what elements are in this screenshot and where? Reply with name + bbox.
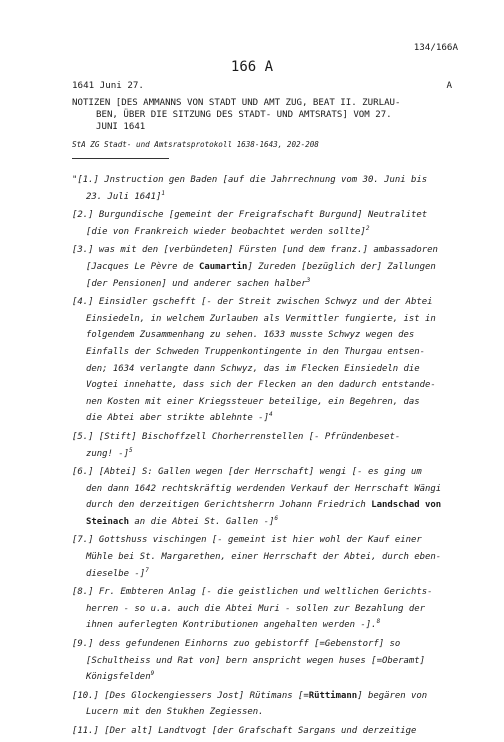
text-span: dieselbe -] (86, 568, 146, 579)
text-line: [8.] Fr. Embteren Anlag [- die geistlichen und weltlichen Gerichts- (72, 587, 433, 598)
page-reference: 134/166A (413, 42, 458, 53)
entry-11 (72, 723, 452, 740)
entry-4 (72, 294, 452, 427)
text-span: ] Zureden [bezüglich der] Zallungen (247, 261, 436, 272)
entry-9 (72, 636, 452, 686)
text-line: "[1.] Jnstruction gen Baden [auf die Jahrrechnung vom 30. Juni bis (72, 175, 428, 185)
text-line: Einfalls der Schweden Truppenkontingente in den Thurgau entsen- (86, 346, 425, 357)
entry-2 (72, 207, 452, 240)
text-line (72, 669, 452, 686)
footnote-marker: 3 (306, 276, 311, 284)
entry-7 (72, 532, 452, 582)
text-line (72, 514, 452, 531)
text-span: [10.] [Des Glockengiessers Jost] Rütimans [= (72, 690, 309, 701)
text-line: [5.] [Stift] Bischoffzell Chorherrenstellen [- Pfründenbeset- (72, 431, 401, 442)
text-line (72, 497, 452, 514)
document-number: 166 A (230, 59, 274, 75)
text-line (72, 276, 452, 293)
text-line: Lucern mit den Stukhen Zegiessen. (86, 707, 264, 718)
text-line (72, 224, 452, 241)
text-line: Mühle bei St. Margarethen, einer Herrschaft der Abtei, durch eben- (86, 552, 442, 563)
date-line (72, 80, 452, 91)
text-span: durch den derzeitigen Gerichtsherrn Johann Friedrich (86, 500, 372, 511)
entry-1 (72, 172, 452, 205)
text-line: den dann 1642 rechtskräftig werdenden Verkauf der Herrschaft Wängi (86, 483, 442, 494)
date-marker: A (446, 80, 452, 91)
footnote-marker: 1 (161, 189, 165, 197)
entry-6 (72, 464, 452, 530)
text-line (72, 688, 452, 705)
text-line: den; 1634 verlangte dann Schwyz, das im Flecken Einsiedeln die (86, 363, 420, 374)
footnote-marker: 8 (376, 618, 381, 626)
text-line: [11.] [Der alt] Landtvogt [der Grafschaft Sargans und derzeitige (72, 726, 417, 736)
entry-10 (72, 688, 452, 721)
text-span: zung! -] (86, 448, 130, 459)
footnote-marker: 2 (365, 224, 370, 232)
text-line: Vogtei innehatte, dass sich der Flecken an den dadurch entstande- (86, 380, 436, 391)
text-line: [6.] [Abtei] S: Gallen wegen [der Herrschaft] wengi [- es ging um (72, 467, 422, 478)
text-span: [Jacques Le Pèvre de (86, 261, 199, 272)
person-name: Steinach (86, 516, 130, 527)
text-span: an die Abtei St. Gallen -] (129, 516, 275, 527)
text-line: herren - so u.a. auch die Abtei Muri - sollen zur Bezahlung der (86, 603, 425, 614)
person-name: Caumartin (199, 261, 248, 272)
text-span: ihnen auferlegten Kontributionen angehalten werden -]. (86, 620, 377, 631)
text-line: nen Kosten mit einer Kriegssteuer beteilige, ein Begehren, das (86, 396, 420, 407)
text-line (72, 189, 452, 206)
footnote-marker: 7 (145, 566, 149, 574)
text-line: [3.] was mit den [verbündeten] Fürsten [und dem franz.] ambassadoren (72, 245, 438, 256)
text-span: ] begären von (357, 690, 428, 701)
document-title (72, 97, 450, 134)
text-line: [9.] dess gefundenen Einhorns zuo gebistorff [=Gebenstorf] so (72, 639, 401, 650)
person-name: Landschad von (371, 500, 442, 511)
text-line: folgendem Zusammenhang zu sehen. 1633 musste Schwyz wegen des (86, 330, 415, 341)
text-line (72, 566, 452, 583)
text-line (72, 617, 452, 634)
text-line: [2.] Burgundische [gemeint der Freigrafschaft Burgund] Neutralitet (72, 210, 428, 221)
title-line: JUNI 1641 (96, 122, 146, 133)
text-span: die Abtei aber strikte ablehnte -] (86, 413, 269, 424)
document-body (72, 172, 452, 742)
text-span: [der Pensionen] und anderer sachen halber (86, 278, 307, 289)
title-line: BEN, ÜBER DIE SITZUNG DES STADT- UND AMTSRATS] VOM 27. (96, 110, 392, 121)
text-line: [4.] Einsidler gschefft [- der Streit zwischen Schwyz und der Abtei (72, 297, 433, 308)
footnote-marker: 5 (129, 446, 133, 454)
divider (72, 158, 169, 159)
text-span: [die von Frankreich wieder beobachtet werden sollte] (86, 226, 366, 237)
source-citation: StA ZG Stadt- und Amtsratsprotokoll 1638-1643, 202-208 (72, 140, 319, 149)
text-line: Einsiedeln, in welchem Zurlauben als Vermittler fungierte, ist in (86, 313, 436, 324)
text-span: 23. Juli 1641] (86, 191, 162, 202)
entry-5 (72, 429, 452, 462)
entry-3 (72, 242, 452, 292)
text-line (72, 446, 452, 463)
document-date: 1641 Juni 27. (72, 80, 144, 91)
text-line: [Schultheiss und Rat von] bern anspricht wegen huses [=Oberamt] (86, 655, 425, 666)
title-line: NOTIZEN [DES AMMANNS VON STADT UND AMT ZUG, BEAT II. ZURLAU- (72, 98, 401, 108)
text-span: Königsfelden (86, 672, 151, 683)
text-line: [7.] Gottshuss vischingen [- gemeint ist hier wohl der Kauf einer (72, 535, 422, 546)
footnote-marker: 4 (268, 411, 273, 419)
footnote-marker: 6 (274, 514, 278, 522)
person-name: Rüttimann (308, 690, 358, 701)
footnote-marker: 9 (150, 670, 155, 678)
text-line (72, 259, 452, 276)
text-line (72, 410, 452, 427)
entry-8 (72, 584, 452, 634)
